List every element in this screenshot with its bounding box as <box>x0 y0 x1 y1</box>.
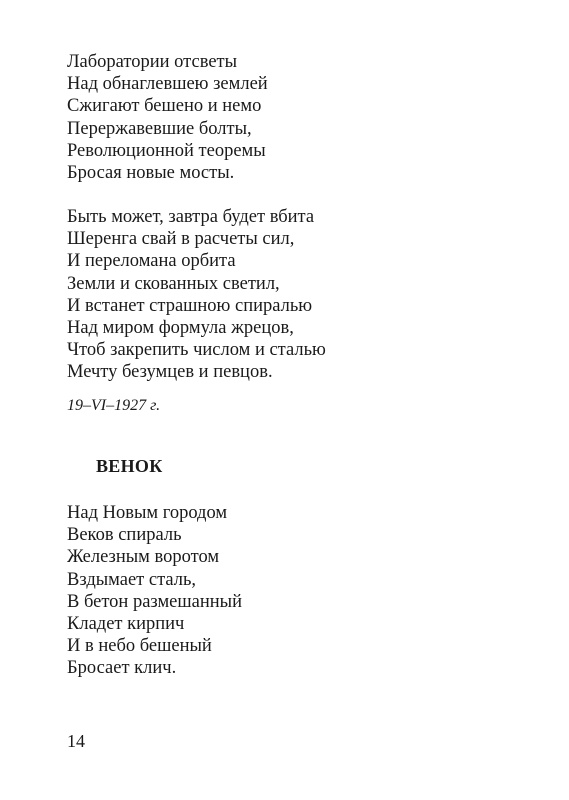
poem-line: Веков спираль <box>67 525 182 546</box>
poem-line: Кладет кирпич <box>67 614 185 635</box>
poem-line: И в небо бешеный <box>67 636 212 657</box>
poem-title: ВЕНОК <box>96 456 163 476</box>
stanza-venok <box>67 502 242 680</box>
poem-line: Вздымает сталь, <box>67 569 197 590</box>
poem-line: Перержавевшие болты, <box>67 118 252 139</box>
poem-line: Железным воротом <box>67 547 220 568</box>
poem-line: Лаборатории отсветы <box>67 52 238 72</box>
poem-line: И встанет страшною спиралью <box>67 295 313 316</box>
poem-line: Революционной теоремы <box>67 140 266 161</box>
poem-line: Быть может, завтра будет вбита <box>67 207 315 227</box>
poem-line: Над Новым городом <box>67 503 228 523</box>
poem-line: Над обнаглевшею землей <box>67 74 268 95</box>
page-number: 14 <box>67 731 85 751</box>
stanza-2 <box>67 206 326 384</box>
poem-line: Бросая новые мосты. <box>67 163 235 184</box>
poem-line: Над миром формула жрецов, <box>67 318 294 339</box>
poem-line: Чтоб закрепить числом и сталью <box>67 340 326 361</box>
poem-line: Мечту безумцев и певцов. <box>67 362 273 383</box>
poem-line: Шеренга свай в расчеты сил, <box>67 229 295 250</box>
poem-line: В бетон размешанный <box>67 591 242 612</box>
stanza-1 <box>67 51 268 184</box>
poem-date: 19–VI–1927 г. <box>67 397 161 414</box>
poem-line: Земли и скованных светил, <box>67 273 280 294</box>
poem-line: Бросает клич. <box>67 658 177 679</box>
poem-line: И переломана орбита <box>67 251 236 272</box>
poem-line: Сжигают бешено и немо <box>67 96 262 117</box>
